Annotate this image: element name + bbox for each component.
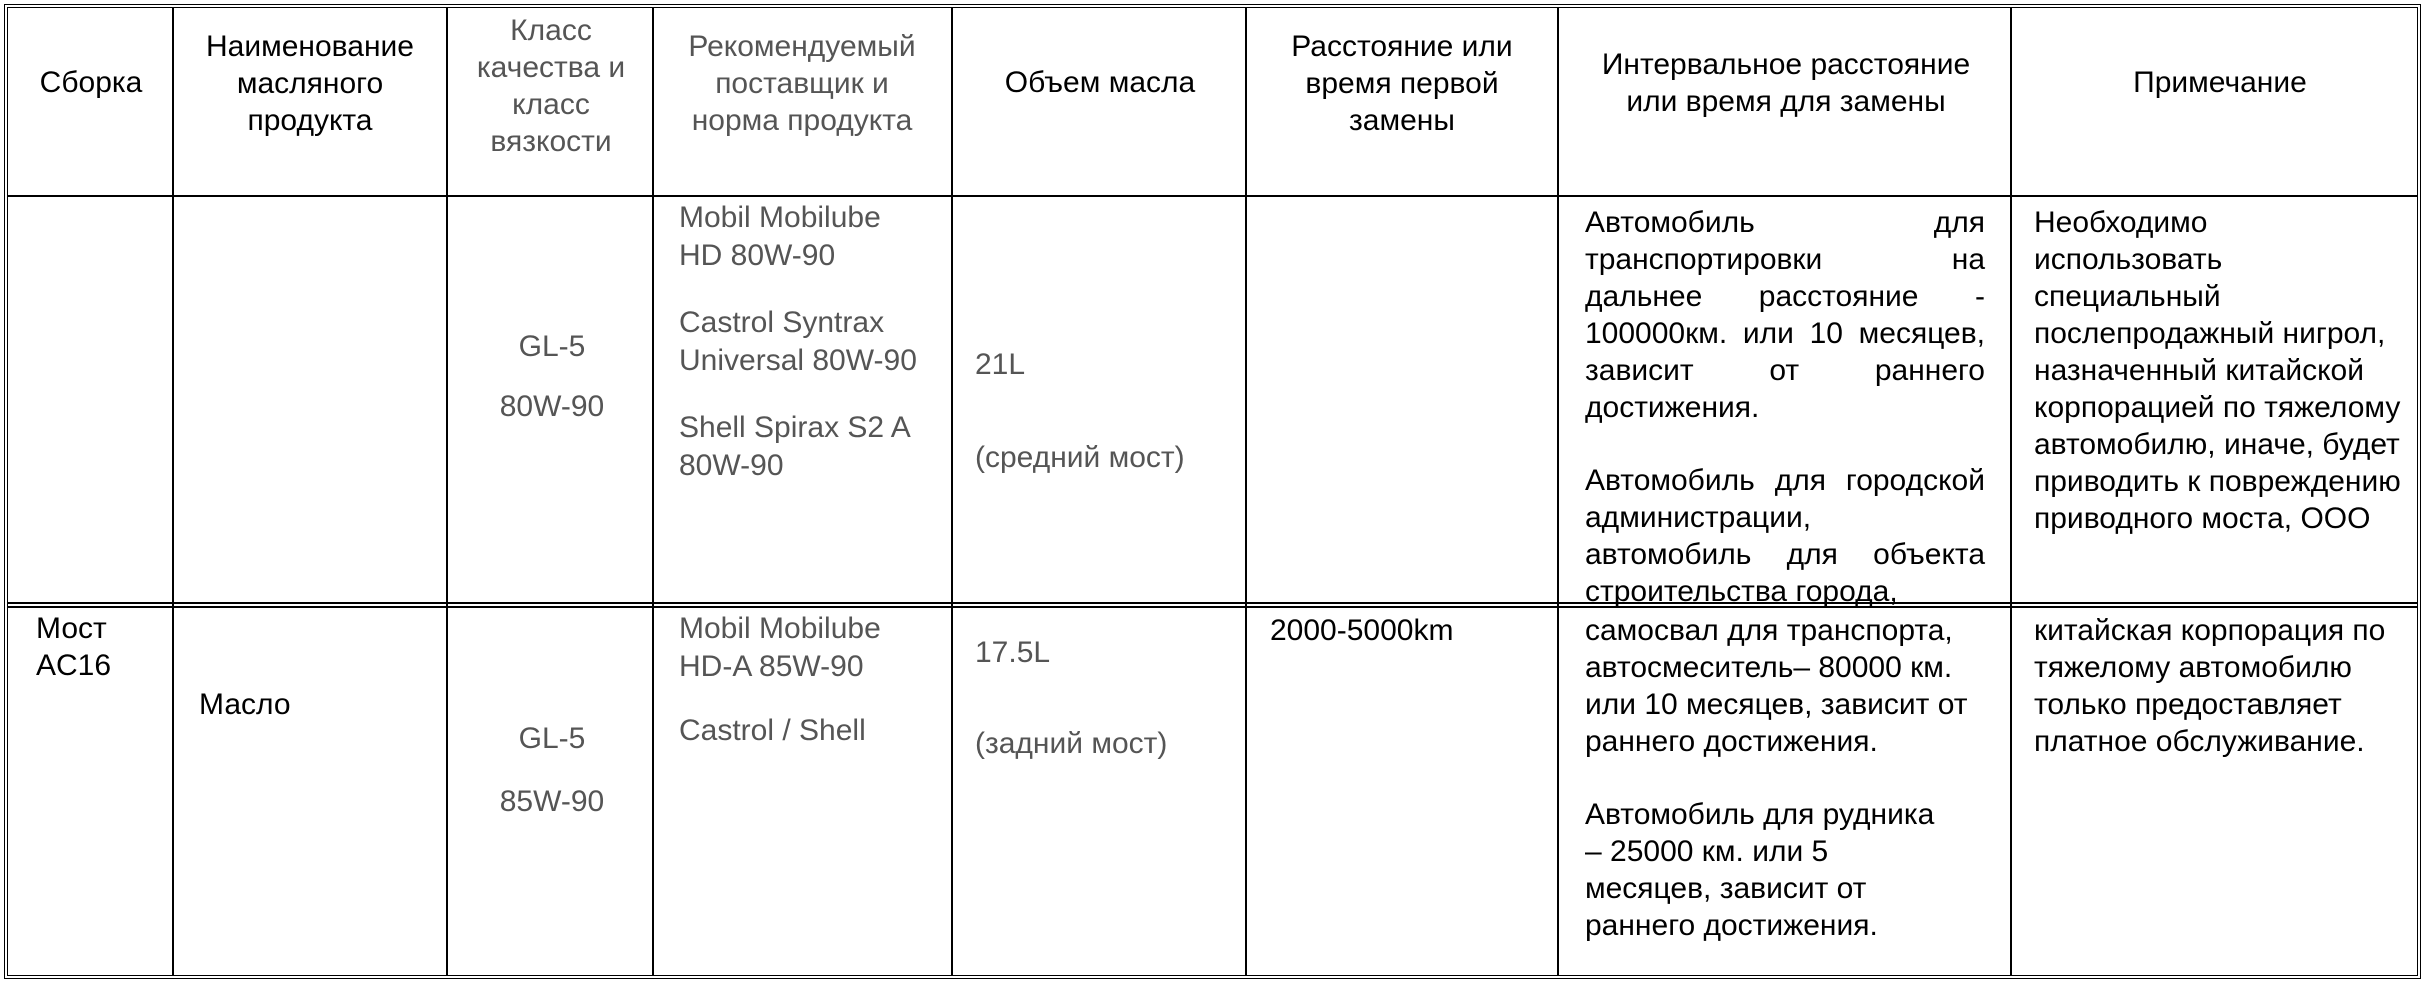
rear-class-gl: GL-5 (518, 722, 586, 755)
column-divider (2010, 8, 2012, 976)
column-divider (1245, 8, 1247, 976)
middle-supplier-3: Shell Spirax S2 A 80W-90 (679, 411, 910, 482)
row-divider (8, 195, 2418, 197)
middle-volume: 21L (975, 348, 1026, 381)
rear-class-cell (454, 720, 650, 820)
header-product-name: Наименование масляного продукта (206, 30, 414, 137)
middle-volume-cell (975, 346, 1235, 476)
header-volume: Объем масла (1004, 66, 1196, 99)
rear-supplier-1: Mobil Mobilube HD-A 85W-90 (679, 612, 881, 683)
row-divider (8, 606, 2418, 608)
header-supplier: Рекомендуемый поставщик и норма продукта (688, 30, 916, 137)
rear-volume-cell (975, 634, 1235, 762)
middle-supplier-2: Castrol Syntrax Universal 80W-90 (679, 306, 917, 377)
note-upper: Необходимо использовать специальный послепродажный нигрол, назначенный китайской корпорацией по тяжелому автомобилю, иначе, будет приводить к повреждению приводного моста, ООО (2034, 206, 2401, 535)
column-divider (951, 8, 953, 976)
interval-para-long-distance: Автомобиль для транспортировки на дальнее расстояние - 100000км. или 10 месяцев, зависит от раннего достижения. (1585, 206, 1985, 424)
middle-viscosity: 80W-90 (499, 390, 605, 423)
middle-class-gl: GL-5 (518, 330, 586, 363)
header-assembly: Сборка (39, 66, 143, 99)
column-divider (172, 8, 174, 976)
header-first-change: Расстояние или время первой замены (1291, 30, 1513, 137)
header-quality-class: Класс качества и класс вязкости (476, 14, 626, 158)
rear-supplier-2: Castrol / Shell (679, 714, 866, 747)
middle-class-cell (454, 328, 650, 425)
rear-assembly: Мост AC16 (36, 612, 112, 682)
header-interval: Интервальное расстояние или время для замены (1601, 48, 1971, 118)
middle-supplier-1: Mobil Mobilube HD 80W-90 (679, 201, 881, 272)
interval-upper-cell (1585, 204, 1985, 610)
header-note: Примечание (2133, 66, 2307, 99)
middle-axle: (средний мост) (975, 441, 1185, 474)
middle-supplier-cell (679, 199, 931, 485)
column-divider (446, 8, 448, 976)
rear-volume: 17.5L (975, 636, 1051, 669)
column-divider (652, 8, 654, 976)
interval-para-mine: Автомобиль для рудника – 25000 км. или 5 месяцев, зависит от раннего достижения. (1585, 798, 1935, 942)
interval-para-dump-truck: самосвал для транспорта, автосмеситель– 80000 км. или 10 месяцев, зависит от раннего достижения. (1585, 614, 1968, 758)
note-lower: китайская корпорация по тяжелому автомобилю только предоставляет платное обслуживание. (2034, 614, 2386, 758)
interval-para-city: Автомобиль для городской администрации, автомобиль для объекта строительства города, (1585, 464, 1985, 608)
column-divider (1557, 8, 1559, 976)
row-divider (8, 602, 2418, 604)
interval-lower-cell (1585, 612, 1985, 944)
rear-supplier-cell (679, 610, 931, 750)
rear-first-change: 2000-5000km (1270, 614, 1454, 647)
rear-viscosity: 85W-90 (499, 785, 605, 818)
rear-axle: (задний мост) (975, 727, 1168, 760)
rear-product: Масло (199, 688, 291, 721)
